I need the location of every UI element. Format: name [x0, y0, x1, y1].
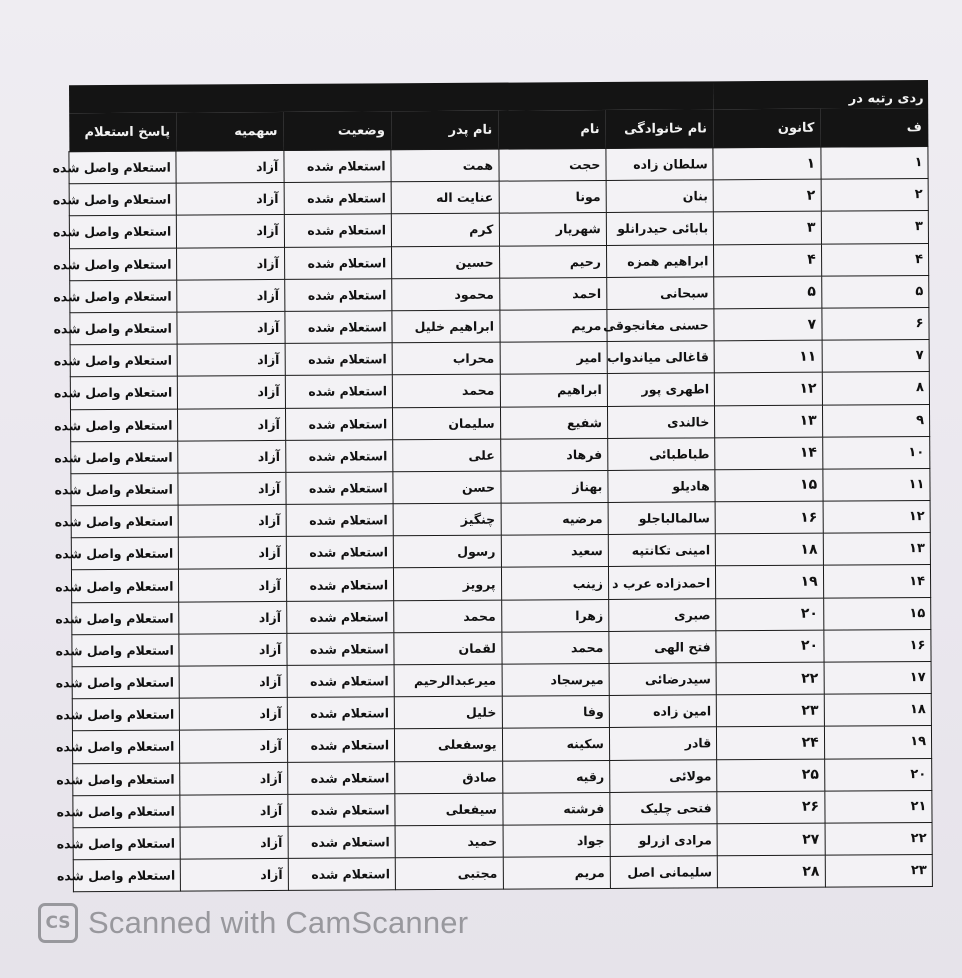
col-header-father-name: نام پدر: [448, 122, 493, 138]
cell-reply: استعلام واصل شده: [70, 312, 178, 345]
table-row: [73, 855, 932, 892]
cell-status: استعلام شده: [286, 568, 394, 601]
cell-row-number: ۷: [822, 340, 930, 373]
cell-father-name: سلیمان: [393, 407, 501, 440]
cell-father-name: محراب: [392, 342, 500, 375]
table-row: [71, 565, 930, 602]
cell-row-number: ۱۸: [824, 694, 932, 727]
cell-reply: استعلام واصل شده: [73, 859, 181, 892]
cell-row-number: ۵: [821, 275, 929, 308]
cell-status: استعلام شده: [285, 375, 393, 408]
cell-status: استعلام شده: [284, 182, 392, 215]
cell-last-name: صبری: [609, 598, 717, 631]
cell-father-name: محمود: [392, 278, 500, 311]
cell-row-number: ۴: [821, 243, 929, 276]
cell-first-name: سکینه: [502, 728, 610, 761]
cell-rank: ۲۲: [716, 662, 824, 695]
cell-row-number: ۲۰: [824, 758, 932, 791]
cell-father-name: ابراهیم خلیل: [392, 310, 500, 343]
cell-quota: آزاد: [180, 794, 288, 827]
cell-quota: آزاد: [179, 537, 287, 570]
cell-quota: آزاد: [178, 440, 286, 473]
cell-row-number: ۶: [822, 307, 930, 340]
cell-row-number: ۸: [822, 372, 930, 405]
table-row: [70, 275, 929, 312]
cell-first-name: امیر: [500, 342, 608, 375]
cell-last-name: حسنی مغانجوقی: [607, 309, 715, 342]
cell-first-name: فرهاد: [500, 438, 608, 471]
cell-quota: آزاد: [177, 344, 285, 377]
cell-row-number: ۱۰: [822, 436, 930, 469]
cell-quota: آزاد: [180, 762, 288, 795]
cell-row-number: ۳: [821, 211, 929, 244]
cell-father-name: عنایت اله: [391, 181, 499, 214]
cell-first-name: زینب: [501, 567, 609, 600]
cell-rank: ۱۳: [715, 405, 823, 438]
cell-status: استعلام شده: [285, 439, 393, 472]
cell-row-number: ۲: [821, 179, 929, 212]
watermark-text: Scanned with CamScanner: [88, 905, 469, 940]
table-row: [70, 340, 929, 377]
col-header-status: وضعیت: [337, 122, 385, 139]
cell-reply: استعلام واصل شده: [70, 248, 178, 281]
cell-last-name: خالندی: [607, 405, 715, 438]
cell-quota: آزاد: [180, 698, 288, 731]
cell-quota: آزاد: [178, 472, 286, 505]
header-top-label: ردی رتبه در: [848, 91, 924, 107]
cell-last-name: امینی تکانتپه: [608, 534, 716, 567]
cell-rank: ۱۲: [715, 372, 823, 405]
cell-reply: استعلام واصل شده: [71, 441, 179, 474]
cell-quota: آزاد: [179, 601, 287, 634]
cell-status: استعلام شده: [287, 729, 395, 762]
cell-status: استعلام شده: [288, 826, 396, 859]
cell-father-name: حمید: [395, 825, 503, 858]
table-row: [69, 179, 928, 216]
cell-last-name: فتحی چلیک: [610, 792, 718, 825]
cell-father-name: یوسفعلی: [395, 728, 503, 761]
table-row: [72, 694, 931, 731]
cell-reply: استعلام واصل شده: [73, 827, 181, 860]
col-header-reply: پاسخ استعلام: [84, 124, 171, 140]
cell-last-name: بابائی حیدرانلو: [606, 212, 714, 245]
cell-row-number: ۱۹: [824, 726, 932, 759]
cell-rank: ۱۴: [715, 437, 823, 470]
cell-first-name: میرسجاد: [502, 663, 610, 696]
header-row-columns: [69, 108, 928, 152]
cell-quota: آزاد: [181, 859, 289, 892]
cell-status: استعلام شده: [288, 794, 396, 827]
cell-rank: ۱۸: [716, 533, 824, 566]
cell-rank: ۲: [713, 179, 821, 212]
cell-first-name: مونا: [499, 181, 607, 214]
cell-rank: ۳: [714, 212, 822, 245]
cell-father-name: علی: [393, 439, 501, 472]
cell-quota: آزاد: [176, 150, 284, 183]
camscanner-logo-icon: CS: [38, 903, 78, 943]
cell-father-name: کرم: [391, 213, 499, 246]
table-body: [52, 147, 933, 893]
cell-first-name: حجت: [498, 148, 606, 181]
cell-quota: آزاد: [177, 279, 285, 312]
cell-rank: ۲۰: [716, 630, 824, 663]
table-row: [70, 243, 929, 280]
cell-rank: ۱: [713, 147, 821, 180]
cell-rank: ۲۳: [717, 694, 825, 727]
col-header-rank: کانون: [777, 120, 815, 136]
cell-row-number: ۱۶: [823, 629, 931, 662]
cell-status: استعلام شده: [286, 504, 394, 537]
cell-reply: استعلام واصل شده: [72, 602, 180, 635]
cell-last-name: بنان: [606, 180, 714, 213]
cell-status: استعلام شده: [287, 697, 395, 730]
cell-first-name: شفیع: [500, 406, 608, 439]
cell-reply: استعلام واصل شده: [73, 763, 181, 796]
cell-first-name: رحیم: [499, 245, 607, 278]
cell-first-name: سعید: [501, 535, 609, 568]
cell-father-name: لقمان: [394, 632, 502, 665]
cell-last-name: هادیلو: [608, 470, 716, 503]
table-row: [69, 211, 928, 248]
cell-first-name: مریم: [503, 857, 611, 890]
col-header-first-name: نام: [580, 121, 600, 137]
table-row: [70, 404, 929, 441]
cell-father-name: میرعبدالرحیم: [394, 664, 502, 697]
cell-father-name: حسن: [393, 471, 501, 504]
cell-quota: آزاد: [178, 376, 286, 409]
cell-reply: استعلام واصل شده: [72, 666, 180, 699]
cell-first-name: وفا: [502, 696, 610, 729]
cell-rank: ۲۷: [717, 823, 825, 856]
cell-rank: ۲۵: [717, 759, 825, 792]
cell-quota: آزاد: [180, 730, 288, 763]
results-table: [52, 80, 933, 893]
cell-last-name: سبحانی: [607, 277, 715, 310]
table-row: [72, 629, 931, 666]
cell-reply: استعلام واصل شده: [71, 537, 179, 570]
cell-reply: استعلام واصل شده: [72, 634, 180, 667]
cell-rank: ۱۵: [715, 469, 823, 502]
cell-status: استعلام شده: [285, 311, 393, 344]
cell-reply: استعلام واصل شده: [69, 183, 177, 216]
table-row: [71, 501, 930, 538]
cell-father-name: صادق: [395, 761, 503, 794]
cell-last-name: طباطبائی: [608, 437, 716, 470]
cell-reply: استعلام واصل شده: [69, 151, 177, 184]
cell-row-number: ۱۱: [822, 468, 930, 501]
cell-status: استعلام شده: [284, 214, 392, 247]
table-row: [70, 372, 929, 409]
cell-reply: استعلام واصل شده: [72, 730, 180, 763]
cell-last-name: مولائی: [610, 759, 718, 792]
cell-first-name: شهریار: [499, 213, 607, 246]
cell-last-name: فتح الهی: [609, 631, 717, 664]
cell-rank: ۲۸: [717, 855, 825, 888]
cell-status: استعلام شده: [284, 246, 392, 279]
cell-last-name: احمدزاده عرب د: [608, 566, 716, 599]
cell-first-name: بهناز: [500, 470, 608, 503]
col-header-last-name: نام خانوادگی: [624, 120, 708, 137]
cell-status: استعلام شده: [285, 407, 393, 440]
cell-reply: استعلام واصل شده: [72, 698, 180, 731]
cell-quota: آزاد: [179, 569, 287, 602]
cell-quota: آزاد: [177, 215, 285, 248]
cell-first-name: زهرا: [501, 599, 609, 632]
cell-last-name: امین زاده: [609, 695, 717, 728]
cell-father-name: محمد: [394, 600, 502, 633]
cell-row-number: ۲۲: [825, 822, 933, 855]
cell-rank: ۱۶: [715, 501, 823, 534]
cell-father-name: پرویز: [394, 568, 502, 601]
cell-father-name: مجتبی: [395, 857, 503, 890]
cell-row-number: ۲۳: [825, 855, 933, 888]
cell-quota: آزاد: [177, 247, 285, 280]
cell-status: استعلام شده: [286, 536, 394, 569]
table-row: [71, 436, 930, 473]
table-row: [72, 661, 931, 698]
cell-first-name: مرضیه: [501, 503, 609, 536]
cell-first-name: رقیه: [502, 760, 610, 793]
cell-last-name: سالمالباجلو: [608, 502, 716, 535]
table-row: [71, 468, 930, 505]
cell-reply: استعلام واصل شده: [71, 505, 179, 538]
cell-last-name: سیدرضائی: [609, 663, 717, 696]
cell-reply: استعلام واصل شده: [71, 473, 179, 506]
cell-last-name: سلطان زاده: [606, 148, 714, 181]
cell-father-name: محمد: [392, 374, 500, 407]
cell-rank: ۲۰: [716, 598, 824, 631]
cell-first-name: محمد: [501, 631, 609, 664]
cell-quota: آزاد: [178, 504, 286, 537]
cell-last-name: اطهری پور: [607, 373, 715, 406]
cell-rank: ۷: [714, 308, 822, 341]
camscanner-watermark: [38, 900, 468, 946]
cell-reply: استعلام واصل شده: [70, 280, 178, 313]
cell-last-name: قاغالی میاندواب: [607, 341, 715, 374]
col-header-row: ف: [906, 119, 922, 135]
cell-first-name: مریم: [499, 309, 607, 342]
cell-quota: آزاد: [180, 826, 288, 859]
cell-father-name: خلیل: [394, 696, 502, 729]
cell-last-name: سلیمانی اصل: [610, 856, 718, 889]
cell-rank: ۴: [714, 244, 822, 277]
cell-row-number: ۱۵: [823, 597, 931, 630]
table-row: [70, 307, 929, 344]
cell-row-number: ۱: [821, 147, 929, 180]
cell-rank: ۲۴: [717, 727, 825, 760]
cell-rank: ۲۶: [717, 791, 825, 824]
cell-row-number: ۹: [822, 404, 930, 437]
cell-last-name: ابراهیم همزه: [606, 244, 714, 277]
cell-reply: استعلام واصل شده: [70, 376, 178, 409]
cell-father-name: چنگیز: [393, 503, 501, 536]
cell-rank: ۱۱: [714, 340, 822, 373]
cell-status: استعلام شده: [285, 343, 393, 376]
cell-rank: ۱۹: [716, 566, 824, 599]
table-row: [72, 726, 931, 763]
cell-last-name: قادر: [609, 727, 717, 760]
cell-status: استعلام شده: [287, 633, 395, 666]
cell-status: استعلام شده: [284, 150, 392, 183]
results-table-wrapper: [52, 80, 928, 887]
cell-quota: آزاد: [177, 311, 285, 344]
cell-row-number: ۲۱: [824, 790, 932, 823]
table-row: [69, 147, 928, 184]
cell-reply: استعلام واصل شده: [73, 795, 181, 828]
table-row: [72, 597, 931, 634]
cell-status: استعلام شده: [286, 472, 394, 505]
cell-reply: استعلام واصل شده: [70, 409, 178, 442]
cell-row-number: ۱۳: [823, 533, 931, 566]
table-row: [73, 758, 932, 795]
cell-quota: آزاد: [179, 665, 287, 698]
cell-status: استعلام شده: [287, 761, 395, 794]
cell-first-name: احمد: [499, 277, 607, 310]
cell-father-name: رسول: [393, 535, 501, 568]
cell-status: استعلام شده: [286, 600, 394, 633]
cell-row-number: ۱۲: [823, 501, 931, 534]
cell-rank: ۵: [714, 276, 822, 309]
cell-reply: استعلام واصل شده: [69, 215, 177, 248]
cell-quota: آزاد: [176, 183, 284, 216]
cell-status: استعلام شده: [288, 858, 396, 891]
cell-quota: آزاد: [178, 408, 286, 441]
cell-row-number: ۱۷: [824, 661, 932, 694]
cell-first-name: جواد: [503, 824, 611, 857]
cell-reply: استعلام واصل شده: [71, 570, 179, 603]
table-row: [71, 533, 930, 570]
cell-father-name: حسین: [392, 246, 500, 279]
col-header-quota: سهمیه: [234, 123, 278, 139]
cell-quota: آزاد: [179, 633, 287, 666]
cell-father-name: همت: [391, 149, 499, 182]
cell-status: استعلام شده: [287, 665, 395, 698]
cell-status: استعلام شده: [284, 279, 392, 312]
table-row: [73, 822, 932, 859]
cell-first-name: فرشته: [502, 792, 610, 825]
cell-row-number: ۱۴: [823, 565, 931, 598]
table-row: [73, 790, 932, 827]
cell-reply: استعلام واصل شده: [70, 344, 178, 377]
cell-last-name: مرادی ازرلو: [610, 824, 718, 857]
cell-father-name: سیفعلی: [395, 793, 503, 826]
cell-first-name: ابراهیم: [500, 374, 608, 407]
